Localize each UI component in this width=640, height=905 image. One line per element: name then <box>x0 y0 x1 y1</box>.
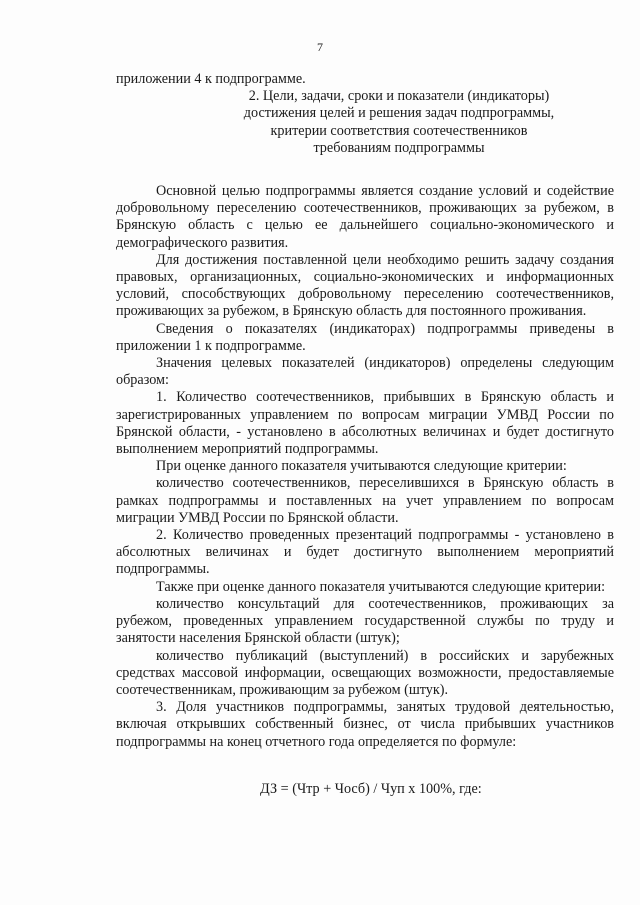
paragraph-tasks: Для достижения поставленной цели необходимо решить задачу создания правовых, организационных, социально-экономических и информационных условий, способствующих добровольному переселению соотечественников, проживающих за рубежом, в Брянскую область для постоянного проживания. <box>116 251 614 320</box>
paragraph-criteria-intro: При оценке данного показателя учитываются следующие критерии: <box>156 458 567 475</box>
paragraph-criteria-publications: количество публикаций (выступлений) в российских и зарубежных средствах массовой информации, освещающих возможности, предоставляемые соотечественникам, проживающим за рубежом (штук). <box>116 647 614 698</box>
paragraph-indicator-2: 2. Количество проведенных презентаций подпрограммы - установлено в абсолютных величинах и будет достигнуто выполнением мероприятий подпрограммы. <box>116 527 614 578</box>
heading-line: требованиям подпрограммы <box>313 139 485 156</box>
paragraph-main-goal: Основной целью подпрограммы является создание условий и содействие добровольному переселению соотечественников, проживающих за рубежом, в Брянскую область с целью ее дальнейшего социально-экономического и демографического развития. <box>116 183 614 251</box>
paragraph-indicators-info: Сведения о показателях (индикаторах) подпрограммы приведены в приложении 1 к подпрограмме. <box>116 320 614 354</box>
document-body <box>116 71 614 798</box>
paragraph-indicator-1: 1. Количество соотечественников, прибывших в Брянскую область и зарегистрированных управлением по вопросам миграции УМВД России по Брянской области, - установлено в абсолютных величинах и будет достигнуто выполнением мероприятий подпрограммы. <box>116 389 614 458</box>
heading-line: критерии соответствия соотечественников <box>270 122 528 139</box>
paragraph-target-values: Значения целевых показателей (индикаторов) определены следующим образом: <box>116 355 614 389</box>
paragraph-criteria-1: количество соотечественников, переселившихся в Брянскую область в рамках подпрограммы и поставленных на учет управлением по вопросам миграции УМВД России по Брянской области. <box>116 475 614 526</box>
paragraph-criteria-consultations: количество консультаций для соотечественников, проживающих за рубежом, проведенных управлением государственной службы по труду и занятости населения Брянской области (штук); <box>116 595 614 647</box>
page-number: 7 <box>317 40 323 54</box>
paragraph-criteria-intro-2: Также при оценке данного показателя учитываются следующие критерии: <box>156 578 606 595</box>
section-heading <box>116 88 614 157</box>
intro-line: приложении 4 к подпрограмме. <box>116 71 306 87</box>
heading-line: 2. Цели, задачи, сроки и показатели (индикаторы) <box>248 88 550 105</box>
formula: ДЗ = (Чтр + Чосб) / Чуп х 100%, где: <box>260 780 482 797</box>
heading-line: достижения целей и решения задач подпрограммы, <box>243 105 555 122</box>
paragraph-indicator-3: 3. Доля участников подпрограммы, занятых трудовой деятельностью, включая открывших собственный бизнес, от числа прибывших участников подпрограммы на конец отчетного года определяется по формуле: <box>116 699 614 750</box>
